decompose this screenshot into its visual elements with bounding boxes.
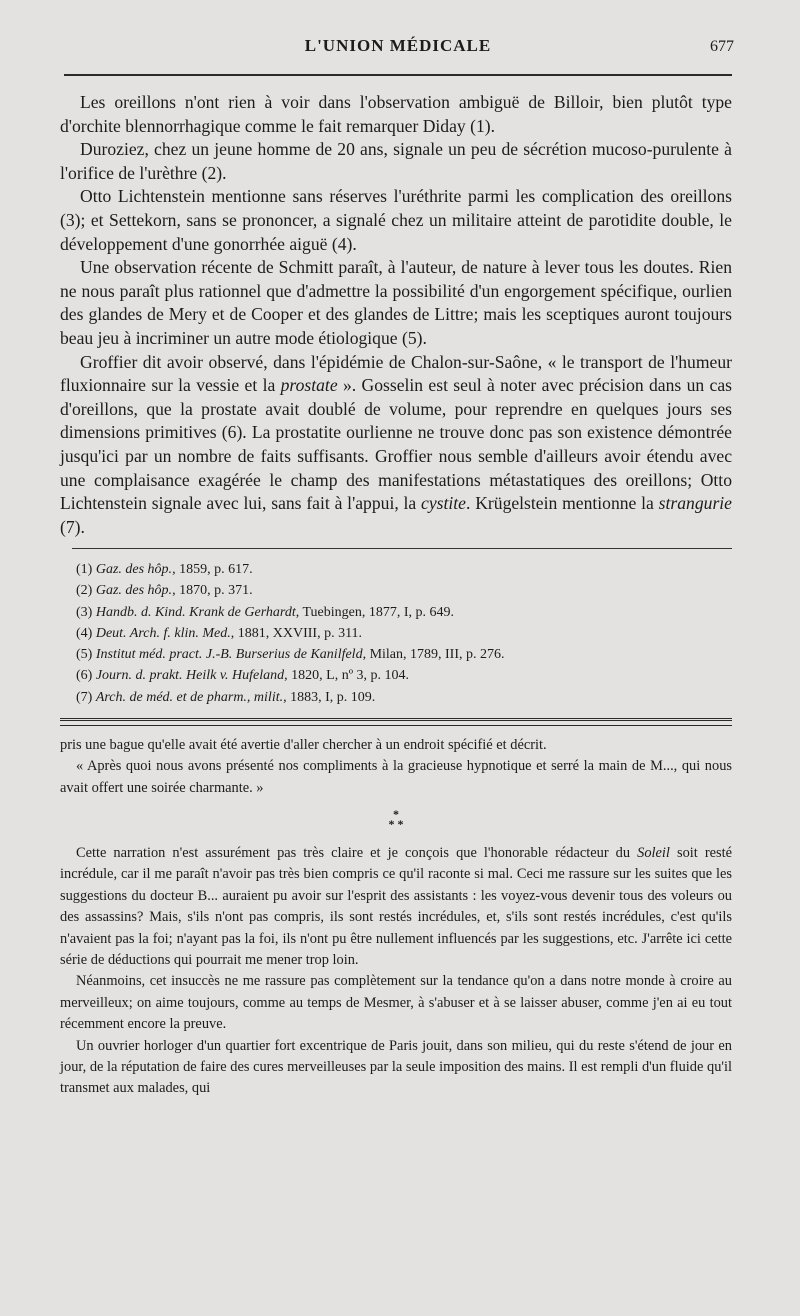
paragraph: « Après quoi nous avons présenté nos compliments à la gracieuse hypnotique et serré la main de M..., qui nous avait offert une soirée charmante. »	[60, 758, 732, 796]
paragraph: pris une bague qu'elle avait été avertie d'aller chercher à un endroit spécifié et décrit.	[60, 736, 547, 753]
paragraph: Un ouvrier horloger d'un quartier fort excentrique de Paris jouit, dans son milieu, qui du reste s'étend de jour en jour, de la réputation de faire des cures merveilleuses par la seule imposition des mains. Il est rempli d'un fluide qu'il transmet aux malades, qui	[60, 1037, 732, 1097]
asterism: * * *	[388, 806, 404, 831]
paragraph: Duroziez, chez un jeune homme de 20 ans, signale un peu de sécrétion mucoso-purulente à l'orifice de l'urèthre (2).	[60, 139, 732, 183]
footnote: (7) Arch. de méd. et de pharm., milit., 1883, I, p. 109.	[76, 689, 376, 705]
section-divider	[60, 718, 732, 726]
footnote: (6) Journ. d. prakt. Heilk v. Hufeland, 1820, L, nº 3, p. 104.	[76, 668, 410, 684]
paragraph: Les oreillons n'ont rien à voir dans l'observation ambiguë de Billoir, bien plutôt type d'orchite blennorrhagique comme le fait remarquer Diday (1).	[60, 92, 732, 136]
paragraph: Cette narration n'est assurément pas très claire et je conçois que l'honorable rédacteur du Soleil soit resté incrédule, car il me paraît n'avoir pas très bien compris ce qu'il raconte si mal. Ceci me rassure sur les suites que les suggestions du docteur B... auraient pu avoir sur l'esprit des assistants : les voyez-vous devenir tous des voleurs ou des assassins? Mais, s'ils n'ont pas compris, ils sont restés incrédules, et, s'ils sont restés incrédules, c'est qu'ils n'avaient pas la foi; n'ayant pas la foi, ils n'ont pu être nullement influencés par les suggestions, etc. J'arrête ici cette série de déductions qui pourrait me mener trop loin.	[60, 844, 733, 968]
italic-term: prostate	[280, 375, 338, 396]
footnotes-list	[60, 559, 732, 707]
page-number: 677	[710, 38, 734, 55]
footnote: (1) Gaz. des hôp., 1859, p. 617.	[76, 562, 253, 578]
footnote: (3) Handb. d. Kind. Krank de Gerhardt, Tuebingen, 1877, I, p. 649.	[76, 604, 455, 620]
paragraph: Néanmoins, cet insuccès ne me rassure pas complètement sur la tendance qu'on a dans notre monde à croire au merveilleux; on aime toujours, comme au temps de Mesmer, à s'abuser et à se laisser abuser, comme j'en ai eu tout récemment encore la preuve.	[60, 973, 732, 1033]
page-header	[64, 0, 732, 76]
paragraph: Une observation récente de Schmitt paraît, à l'auteur, de nature à lever tous les doutes. Rien ne nous paraît plus rationnel que d'admettre la possibilité d'un engorgement spécifique, ourlien des glandes de Mery et de Cooper et des glandes de Littre; mais les sceptiques auront toujours beau jeu à incriminer un autre mode étiologique (5).	[60, 257, 732, 348]
italic-term: cystite	[421, 493, 466, 514]
italic-term: Soleil	[637, 844, 670, 861]
main-text	[60, 91, 732, 539]
footnote: (5) Institut méd. pract. J.-B. Burserius de Kanilfeld, Milan, 1789, III, p. 276.	[76, 647, 505, 663]
feuilleton-text	[60, 735, 732, 1100]
paragraph-groffier: Groffier dit avoir observé, dans l'épidémie de Chalon-sur-Saône, « le transport de l'humeur fluxionnaire sur la vessie et la prostate ». Gosselin est seul à noter avec précision dans un cas d'oreillons, que la prostate avait doublé de volume, pour reprendre en quelques jours ses dimensions primitives (6). La prostatite ourlienne ne trouve donc pas son existence démontrée jusqu'ici par un nombre de faits suffisants. Groffier nous semble d'ailleurs avoir étendu avec une complaisance exagérée le champ des manifestations métastatiques des oreillons; Otto Lichtenstein signale avec lui, sans fait à l'appui, la cystite. Krügelstein mentionne la strangurie (7).	[60, 351, 732, 537]
italic-term: strangurie	[658, 493, 732, 514]
paragraph: Otto Lichtenstein mentionne sans réserves l'uréthrite parmi les complication des oreillons (3); et Settekorn, sans se prononcer, a signalé chez un militaire atteint de parotidite double, le développement d'une gonorrhée aiguë (4).	[60, 186, 732, 254]
footnote: (4) Deut. Arch. f. klin. Med., 1881, XXVIII, p. 311.	[76, 625, 363, 641]
running-title: L'UNION MÉDICALE	[304, 36, 492, 55]
footnote-rule	[72, 548, 732, 549]
footnote: (2) Gaz. des hôp., 1870, p. 371.	[76, 583, 253, 599]
